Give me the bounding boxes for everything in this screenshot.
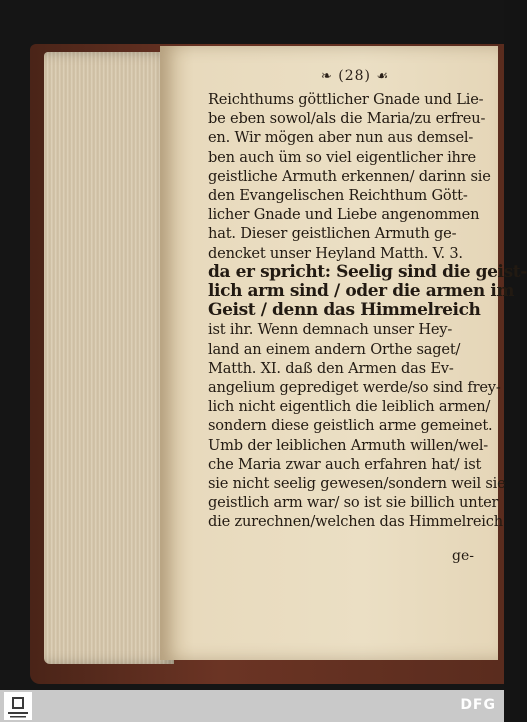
page-number: (28)	[338, 68, 371, 84]
text-line: geistliche Armuth erkennen/ darinn sie	[208, 167, 491, 185]
text-line: die zurechnen/welchen das Himmelreich	[208, 513, 503, 531]
text-line: lich arm sind / oder die armen im	[208, 281, 515, 302]
text-line: ist ihr. Wenn demnach unser Hey-	[208, 321, 453, 339]
text-line: Geist / denn das Himmelreich	[208, 300, 481, 321]
text-line: ben auch üm so viel eigentlicher ihre	[208, 148, 476, 166]
footer-bar	[0, 690, 504, 722]
left-ornament-icon: ❧	[320, 69, 333, 84]
page-edges	[44, 52, 174, 664]
book-page	[160, 46, 527, 660]
text-line: land an einem andern Orthe saget/	[208, 340, 461, 358]
text-line: sie nicht seelig gewesen/sondern weil sie	[208, 475, 506, 493]
text-line: hat. Dieser geistlichen Armuth ge-	[208, 225, 457, 243]
text-line: geistlich arm war/ so ist sie billich unter	[208, 494, 499, 512]
text-line: licher Gnade und Liebe angenommen	[208, 206, 480, 224]
text-line: be eben sowol/als die Maria/zu erfreu-	[208, 110, 486, 128]
text-line: en. Wir mögen aber nun aus demsel-	[208, 129, 474, 147]
text-line: da er spricht: Seelig sind die geist-	[208, 261, 527, 282]
page-text	[208, 90, 527, 532]
text-line: sondern diese geistlich arme gemeinet.	[208, 417, 493, 435]
page-header	[300, 68, 410, 84]
text-line: angelium geprediget werde/so sind frey-	[208, 379, 501, 397]
text-line: che Maria zwar auch erfahren hat/ ist	[208, 455, 482, 473]
text-line: den Evangelischen Reichthum Gött-	[208, 187, 468, 205]
text-line: dencket unser Heyland Matth. V. 3.	[208, 244, 463, 262]
dfg-logo: DFG	[460, 697, 496, 713]
text-line: Reichthums göttlicher Gnade und Lie-	[208, 91, 484, 108]
text-line: Umb der leiblichen Armuth willen/wel-	[208, 436, 489, 454]
text-line: lich nicht eigentlich die leiblich armen/	[208, 398, 491, 416]
slub-logo-icon	[4, 692, 32, 720]
text-line: Matth. XI. daß den Armen das Ev-	[208, 359, 454, 377]
catchword: ge-	[452, 548, 474, 564]
right-ornament-icon: ☙	[376, 69, 390, 84]
